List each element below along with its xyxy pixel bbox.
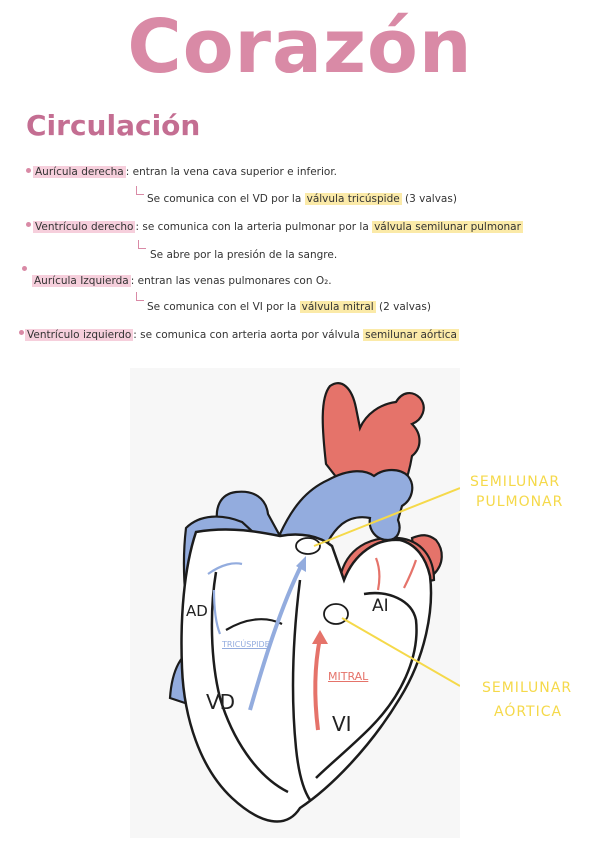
note-ventriculo-izquierdo — [25, 328, 459, 342]
note-text: : entran la vena cava superior e inferior. — [125, 166, 338, 178]
heart-diagram — [130, 368, 460, 838]
label-vd: VD — [206, 690, 236, 714]
note-text: Se abre por la presión de la sangre. — [150, 249, 338, 261]
sub-arrow-icon — [138, 240, 146, 249]
section-heading: Circulación — [26, 109, 201, 142]
term-highlight: Ventrículo derecho — [35, 221, 134, 233]
valve-highlight: válvula tricúspide — [306, 193, 400, 205]
note-auricula-derecha — [33, 165, 337, 179]
label-ad: AD — [186, 602, 208, 620]
label-tricuspide: TRICÚSPIDE — [222, 640, 270, 649]
label-semilunar-aortica-2: AÓRTICA — [494, 704, 563, 720]
bullet — [26, 168, 31, 173]
label-vi: VI — [332, 712, 352, 736]
sub-arrow-icon — [136, 186, 144, 195]
term-highlight: Ventrículo izquierdo — [27, 329, 132, 341]
note-text: (3 valvas) — [401, 193, 457, 205]
bullet — [26, 222, 31, 227]
note-ventriculo-derecho-sub — [150, 248, 337, 262]
note-text: : entran las venas pulmonares con O₂. — [130, 275, 332, 287]
valve-highlight: semilunar aórtica — [365, 329, 457, 341]
note-text: Se comunica con el VI por la — [147, 301, 300, 313]
label-mitral: MITRAL — [328, 670, 369, 683]
aortic-valve — [324, 604, 348, 624]
page-title: Corazón — [127, 4, 473, 90]
note-text: (2 valvas) — [375, 301, 431, 313]
note-auricula-izquierda-sub — [147, 300, 431, 314]
term-highlight: Aurícula Izquierda — [34, 275, 129, 287]
term-highlight: Aurícula derecha — [35, 166, 124, 178]
valve-highlight: válvula mitral — [301, 301, 374, 313]
valve-highlight: válvula semilunar pulmonar — [374, 221, 521, 233]
note-auricula-izquierda — [32, 274, 332, 288]
bullet — [19, 330, 24, 335]
sub-arrow-icon — [136, 292, 144, 301]
label-semilunar-pulmonar-2: PULMONAR — [476, 494, 564, 510]
bullet — [22, 266, 27, 271]
label-semilunar-aortica-1: SEMILUNAR — [482, 680, 573, 696]
note-ventriculo-derecho — [33, 220, 523, 234]
note-auricula-derecha-sub — [147, 192, 457, 206]
note-text: : se comunica con la arteria pulmonar por la — [135, 221, 373, 233]
note-text: Se comunica con el VD por la — [147, 193, 305, 205]
label-semilunar-pulmonar-1: SEMILUNAR — [470, 474, 561, 490]
label-ai: AI — [372, 596, 389, 616]
note-text: : se comunica con arteria aorta por válvula — [133, 329, 364, 341]
